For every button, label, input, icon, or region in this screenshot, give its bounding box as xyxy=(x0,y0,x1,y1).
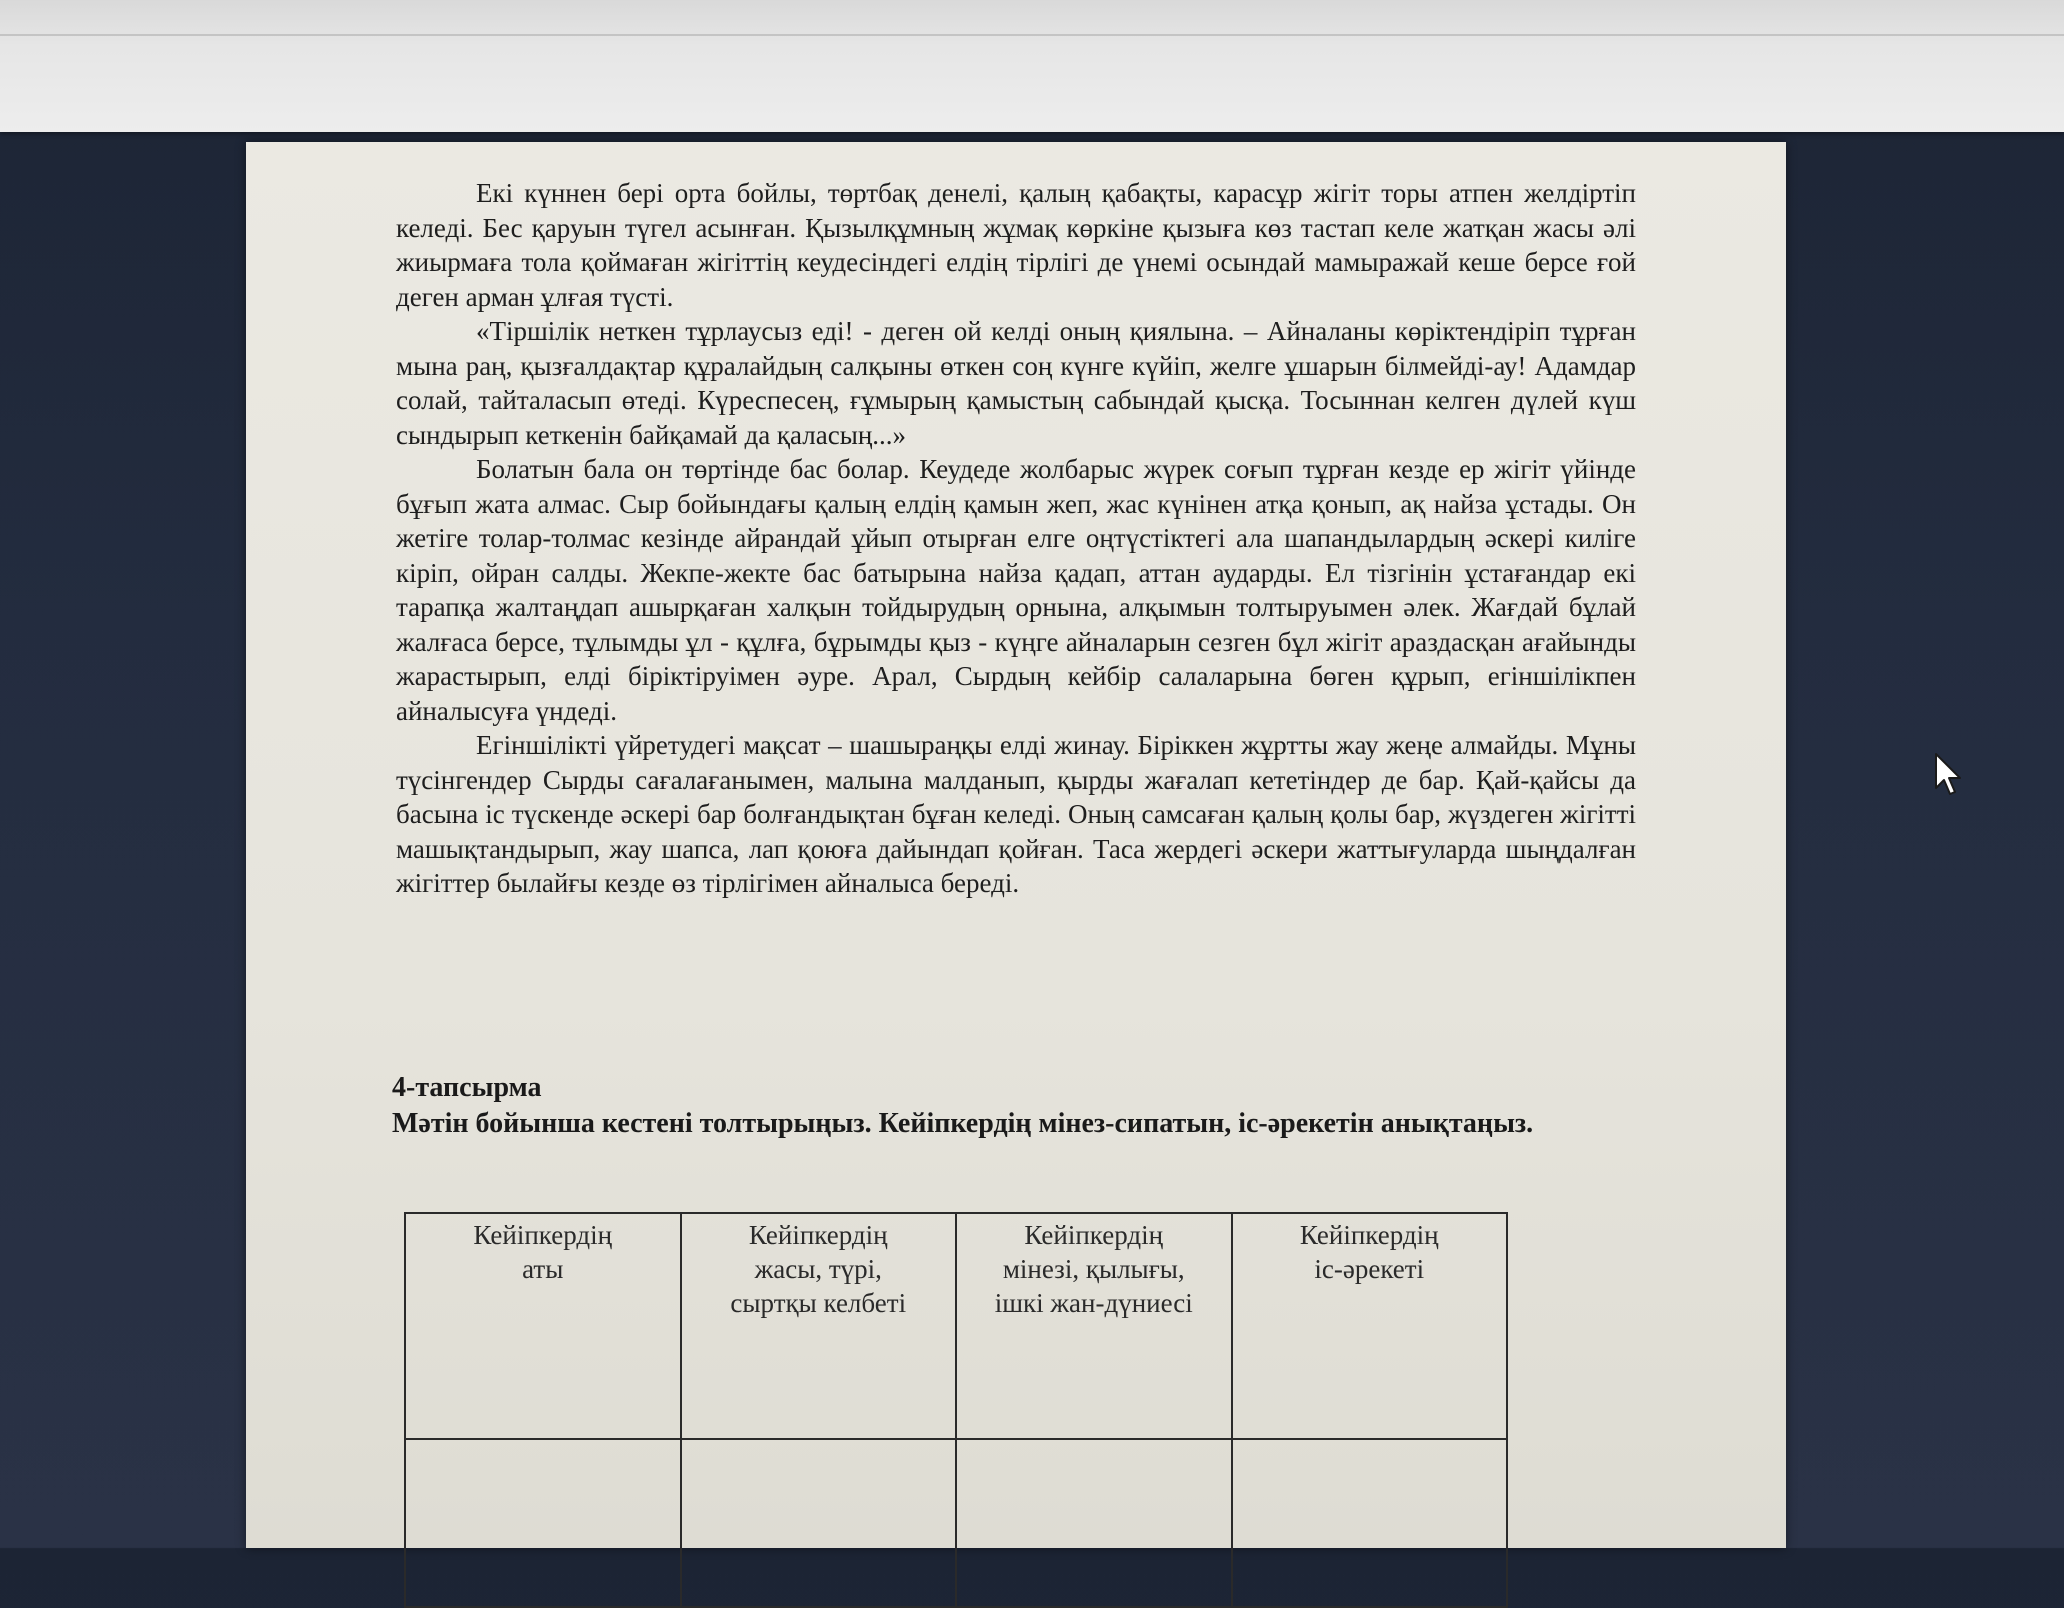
document-page xyxy=(246,142,1786,1548)
header-appearance: Кейіпкердің жасы, түрі, сыртқы келбеті xyxy=(681,1213,957,1439)
paragraph-1: Екі күннен бері орта бойлы, төртбақ денелі, қалың қабақты, карасұр жігіт торы атпен желдіртіп келеді. Бес қаруын түгел асынған. Қызылқұмның жұмақ көркіне қызыға көз тастап келе жатқан жасы әлі жиырмаға тола қоймаған жігіттің кеудесіндегі елдің тірлігі де үнемі осындай мамыражай кеше берсе ғой деген арман ұлғая түсті. xyxy=(396,178,1636,312)
mouse-pointer-icon xyxy=(1934,752,1964,798)
table-row xyxy=(405,1439,1507,1607)
header-character: Кейіпкердің мінезі, қылығы, ішкі жан-дүниесі xyxy=(956,1213,1232,1439)
character-table xyxy=(404,1212,1508,1608)
table-cell-character[interactable] xyxy=(956,1439,1232,1607)
window-top-bar xyxy=(0,0,2064,132)
paragraph-3: Болатын бала он төртінде бас болар. Кеудеде жолбарыс жүрек соғып тұрған кезде ер жігіт үйінде бұғып жата алмас. Сыр бойындағы қалың елдің қамын жеп, жас күнінен атқа қонып, ақ найза ұстады. Он жетіге толар-толмас кезінде айрандай ұйып отырған елге оңтүстіктегі ала шапандылардың әскері киліге кіріп, ойран салды. Жекпе-жекте бас батырына найза қадап, аттан аударды. Ел тізгінін ұстағандар екі тарапқа жалтаңдап ашырқаған халқын тойдырудың орнына, алқымын толтыруымен әлек. Жағдай бұлай жалғаса берсе, тұлымды ұл - құлға, бұрымды қыз - күңге айналарын сезген бұл жігіт араздасқан ағайынды жарастырып, елді біріктіруімен әуре. Арал, Сырдың кейбір салаларына бөген құрып, егіншілікпен айналысуға үндеді. xyxy=(396,454,1636,726)
table-cell-appearance[interactable] xyxy=(681,1439,957,1607)
table-cell-actions[interactable] xyxy=(1232,1439,1508,1607)
table-cell-name[interactable] xyxy=(405,1439,681,1607)
task-instruction: Мәтін бойынша кестені толтырыңыз. Кейіпкердің мінез-сипатын, іс-әрекетін анықтаңыз. xyxy=(392,1108,1534,1139)
top-bar-divider xyxy=(0,34,2064,36)
paragraph-4: Егіншілікті үйретудегі мақсат – шашыраңқы елді жинау. Біріккен жұртты жау жеңе алмайды. Мұны түсінгендер Сырды сағалағанымен, малына малданып, қырды жағалап кететіндер де бар. Қай-қайсы да басына іс түскенде әскері бар болғандықтан бұған келеді. Оның самсаған қалың қолы бар, жүздеген жігітті машықтандырып, жау шапса, лап қоюға дайындап қойған. Таса жердегі әскери жаттығуларда шыңдалған жігіттер былайғы кезде өз тірлігімен айналыса береді. xyxy=(396,730,1636,898)
document-text xyxy=(396,176,1636,901)
task-section xyxy=(392,1070,1592,1142)
paragraph-2: «Тіршілік неткен тұрлаусыз еді! - деген ой келді оның қиялына. – Айналаны көріктендіріп тұрған мына раң, қызғалдақтар құралайдың салқыны өткен соң күнге күйіп, желге ұшарын білмейді-ау! Адамдар солай, тайталасып өтеді. Күреспесең, ғұмырың қамыстың сабындай қысқа. Тосыннан келген дүлей күш сындырып кеткенін байқамай да қаласың...» xyxy=(396,316,1636,450)
table-header-row xyxy=(405,1213,1507,1439)
header-actions: Кейіпкердің іс-әрекеті xyxy=(1232,1213,1508,1439)
header-name: Кейіпкердің аты xyxy=(405,1213,681,1439)
task-number: 4-тапсырма xyxy=(392,1072,542,1103)
